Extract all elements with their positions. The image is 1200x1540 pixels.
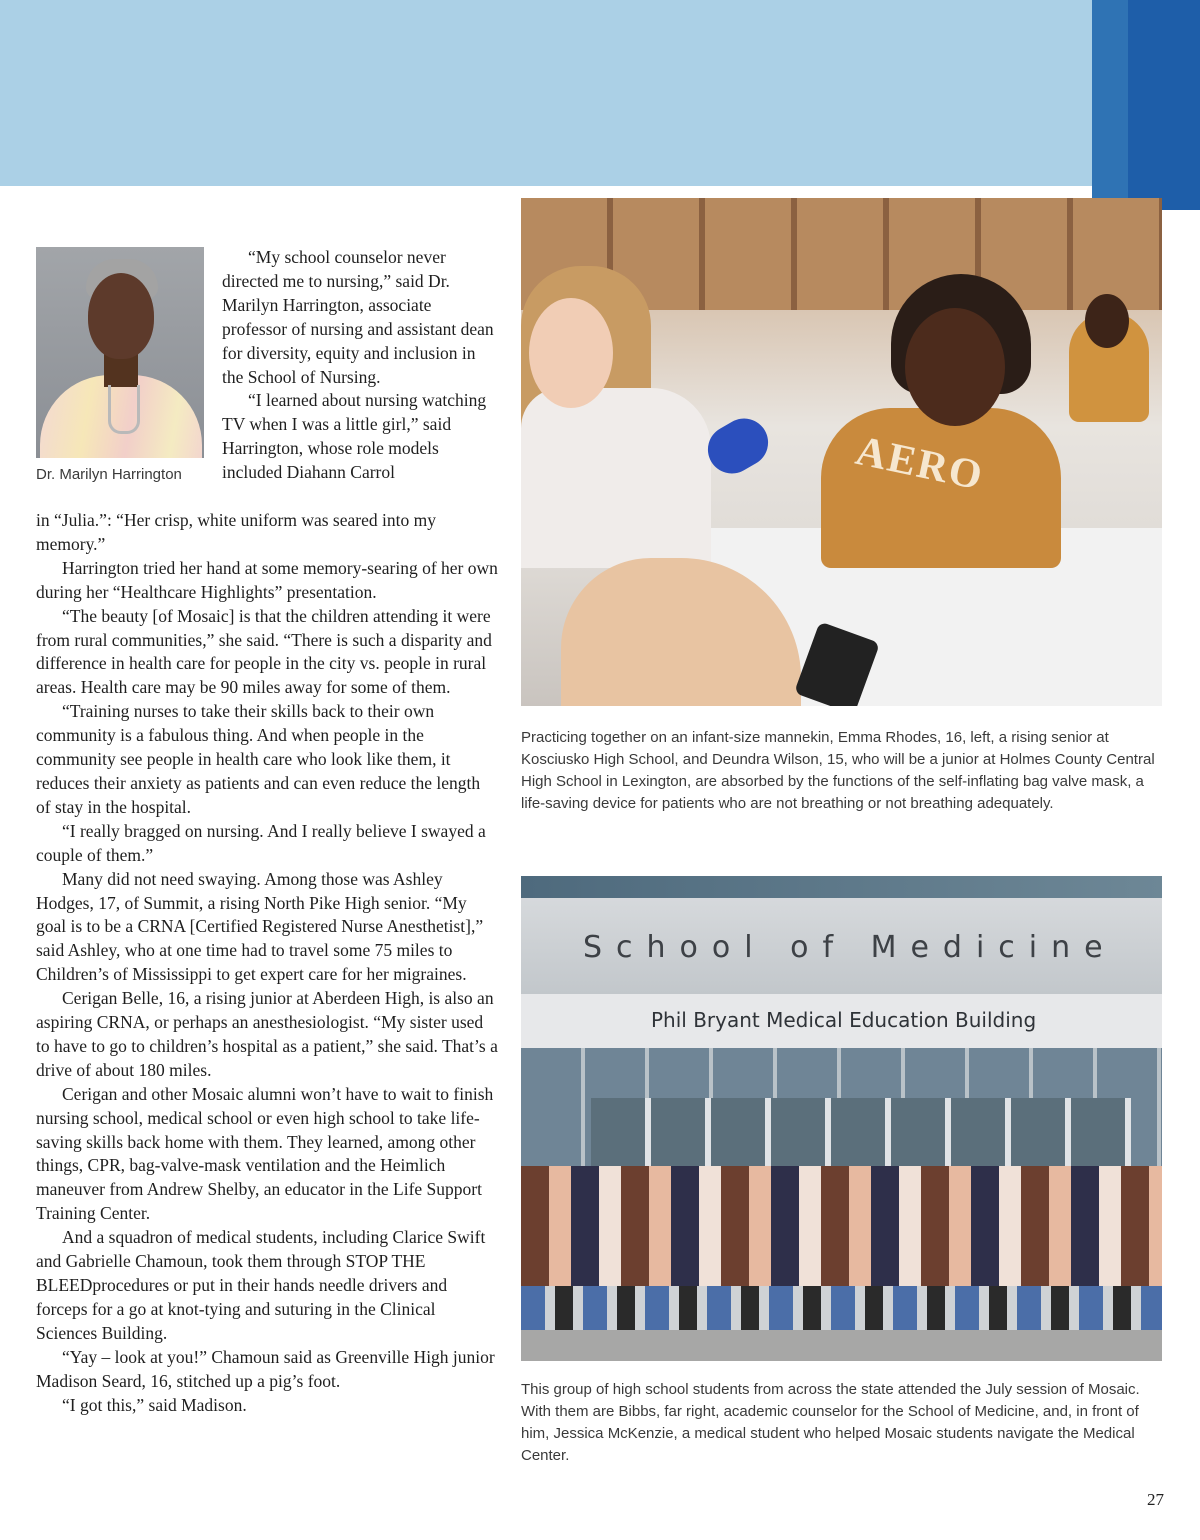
page-number: 27 xyxy=(1147,1490,1164,1509)
building-sign-main: School of Medicine xyxy=(583,930,1117,965)
article-paragraph: Cerigan Belle, 16, a rising junior at Aberdeen High, is also an aspiring CRNA, or perhaps an anesthesiologist. “My sister used to have to go to children’s hospital as a patient,” she said. That’s a drive of about 180 miles. xyxy=(36,988,498,1080)
article-paragraph: “Yay – look at you!” Chamoun said as Greenville High junior Madison Seard, 16, stitched up a pig’s foot. xyxy=(36,1346,495,1391)
header-band xyxy=(0,0,1092,186)
article-paragraph: Many did not need swaying. Among those was Ashley Hodges, 17, of Summit, a rising North Pike High senior. “My goal is to be a CRNA [Certified Registered Nurse Anesthetist],” said Ashley, who at one time had to travel some 75 miles to Children’s of Mississippi to get expert care for her migraines. xyxy=(36,868,484,985)
article-paragraph: “The beauty [of Mosaic] is that the children attending it were from rural communities,” she said. “There is such a disparity and difference in health care for people in the city vs. people in rural areas. Health care may be 90 miles away for some of them. xyxy=(36,605,492,698)
article-paragraph: “I got this,” said Madison. xyxy=(62,1394,247,1415)
article-paragraph: Harrington tried her hand at some memory-searing of her own during her “Healthcare Highlights” presentation. xyxy=(36,557,498,602)
portrait-caption: Dr. Marilyn Harrington xyxy=(36,466,182,483)
article-paragraph: “My school counselor never directed me to nursing,” said Dr. Marilyn Harrington, associate professor of nursing and assistant dean for diversity, equity and inclusion in the School of Nursing. xyxy=(222,247,494,387)
portrait-photo xyxy=(36,247,204,458)
header-accent-left xyxy=(1092,0,1128,198)
article-paragraph: Cerigan and other Mosaic alumni won’t have to wait to finish nursing school, medical school or even high school to take life-saving skills back home with them. They learned, among other things, CPR, bag-valve-mask ventilation and the Heimlich maneuver from Andrew Shelby, an educator in the Life Support Training Center. xyxy=(36,1083,494,1224)
photo-student-left-shirt xyxy=(521,388,711,568)
photo-sky xyxy=(521,876,1162,900)
training-photo xyxy=(521,198,1162,706)
photo-ground xyxy=(521,1330,1162,1361)
portrait-face xyxy=(88,273,154,359)
photo-background-face xyxy=(1085,294,1129,348)
building-sign-sub: Phil Bryant Medical Education Building xyxy=(651,1008,1037,1032)
photo-student-legs xyxy=(521,1286,1162,1336)
photo-shirt-text: AERO xyxy=(851,427,988,500)
article-paragraph: And a squadron of medical students, including Clarice Swift and Gabrielle Chamoun, took them through STOP THE BLEEDprocedures or put in their hands needle drivers and forceps for a go at knot-tying and suturing in the Clinical Sciences Building. xyxy=(36,1227,486,1343)
photo-student-group xyxy=(521,1166,1162,1286)
training-photo-caption: Practicing together on an infant-size mannekin, Emma Rhodes, 16, left, a rising senior at Kosciusko High School, and Deundra Wilson, 15, who will be a junior at Holmes County Central High School in Lexington, are absorbed by the functions of the self-inflating bag valve mask, a life-saving device for patients who are not breathing or not breathing adequately. xyxy=(521,729,1155,812)
article-body xyxy=(36,509,498,1417)
article-intro xyxy=(222,246,498,485)
article-paragraph: “I really bragged on nursing. And I really believe I swayed a couple of them.” xyxy=(36,820,486,865)
article-continued-text: in “Julia.”: “Her crisp, white uniform was seared into my memory.” xyxy=(36,510,436,554)
portrait-necklace xyxy=(108,385,140,434)
photo-student-right-face xyxy=(905,308,1005,426)
photo-student-left-face xyxy=(529,298,613,408)
group-photo xyxy=(521,876,1162,1361)
article-paragraph: “Training nurses to take their skills back to their own community is a fabulous thing. And when people in the community see people in health care who look like them, it reduces their anxiety as patients and can even reduce the length of stay in the hospital. xyxy=(36,701,481,817)
header-accent-right xyxy=(1128,0,1200,210)
group-photo-caption: This group of high school students from across the state attended the July session of Mosaic. With them are Bibbs, far right, academic counselor for the School of Medicine, and, in front of him, Jessica McKenzie, a medical student who helped Mosaic students navigate the Medical Center. xyxy=(521,1381,1140,1464)
article-paragraph: “I learned about nursing watching TV when I was a little girl,” said Harrington, whose role models included Diahann Carrol xyxy=(222,390,487,483)
